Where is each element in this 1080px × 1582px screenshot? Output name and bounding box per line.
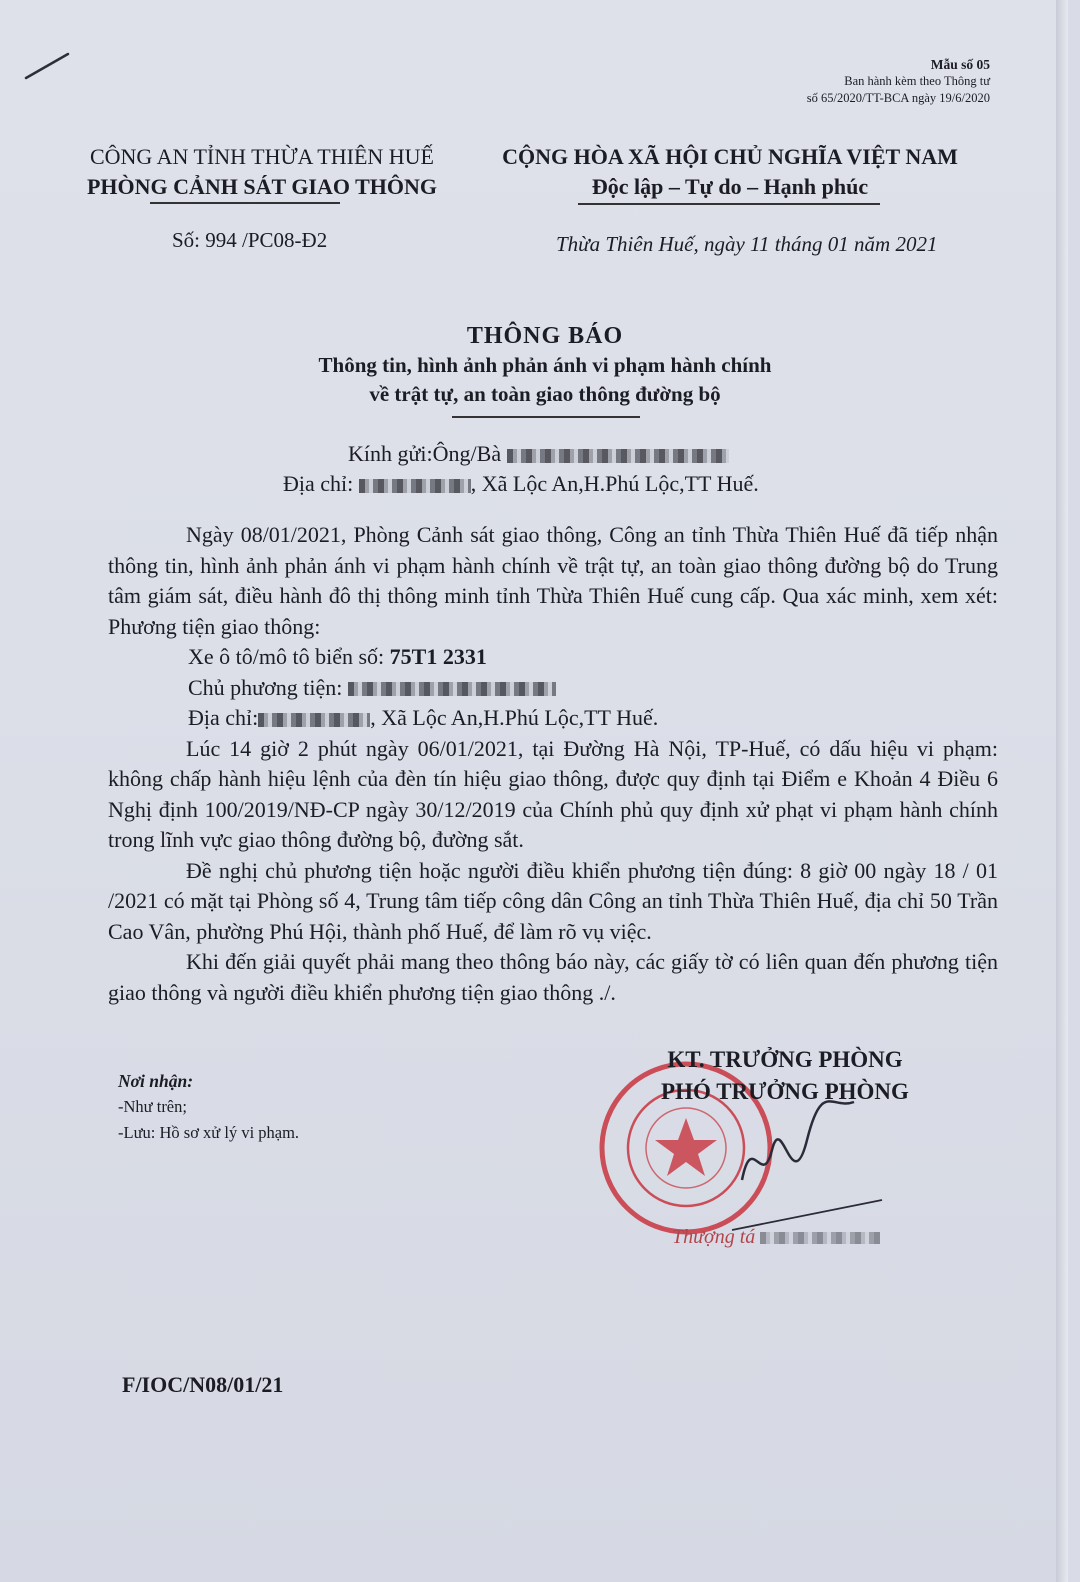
issuing-agency: [62, 142, 462, 202]
redacted-name: [507, 449, 729, 463]
motto-underline: [578, 203, 880, 205]
agency-parent: CÔNG AN TỈNH THỪA THIÊN HUẾ: [89, 144, 434, 169]
recipient-line: [348, 441, 729, 467]
title-underline: [452, 416, 640, 418]
page-edge: [1056, 0, 1068, 1582]
owner-line: Chủ phương tiện:: [108, 673, 998, 704]
paragraph-1: Ngày 08/01/2021, Phòng Cảnh sát giao thông, Công an tỉnh Thừa Thiên Huế đã tiếp nhận thông tin, hình ảnh phản ánh vi phạm hành chính về trật tự, an toàn giao thông đường bộ do Trung tâm giám sát, điều hành đô thị thông minh tỉnh Thừa Thiên Huế cung cấp. Qua xác minh, xem xét: Phương tiện giao thông:: [108, 522, 998, 639]
pen-mark: [22, 48, 72, 82]
document-number: Số: 994 /PC08-Đ2: [172, 228, 328, 252]
signature-block: [620, 1044, 950, 1108]
paragraph-request: Đề nghị chủ phương tiện hoặc người điều khiển phương tiện đúng: 8 giờ 00 ngày 18 / 01 /2021 có mặt tại Phòng số 4, Trung tâm tiếp công dân Công an tỉnh Thừa Thiên Huế, địa chỉ 50 Trần Cao Vân, phường Phú Hội, thành phố Huế, để làm rõ vụ việc.: [108, 857, 998, 944]
paragraph-closing: Khi đến giải quyết phải mang theo thông báo này, các giấy tờ có liên quan đến phương tiện giao thông và người điều khiển phương tiện giao thông ./.: [108, 949, 998, 1005]
recipients-list: [118, 1068, 299, 1146]
title-main: THÔNG BÁO: [466, 323, 624, 349]
signature-title-2: PHÓ TRƯỞNG PHÒNG: [661, 1079, 909, 1104]
form-number-block: [700, 56, 990, 107]
recipient-label: Kính gửi:Ông/Bà: [348, 441, 507, 466]
paragraph-violation: Lúc 14 giờ 2 phút ngày 06/01/2021, tại Đường Hà Nội, TP-Huế, có dấu hiệu vi phạm: không chấp hành hiệu lệnh của đèn tín hiệu giao thông, được quy định tại Điểm e Khoản 4 Điều 6 Nghị định 100/2019/NĐ-CP ngày 30/12/2019 của Chính phủ quy định xử phạt vi phạm hành chính trong lĩnh vực giao thông đường bộ, đường sắt.: [108, 735, 998, 852]
reference-code: F/IOC/N08/01/21: [122, 1372, 284, 1397]
redacted-signer: [760, 1232, 880, 1244]
owner-address-line: Địa chỉ: , Xã Lộc An,H.Phú Lộc,TT Huế.: [188, 705, 659, 730]
title-sub1: Thông tin, hình ảnh phản ánh vi phạm hành chính: [318, 353, 772, 377]
recipient-item-2: -Lưu: Hồ sơ xử lý vi phạm.: [118, 1123, 300, 1142]
vehicle-plate-line: Xe ô tô/mô tô biển số: 75T1 2331: [188, 644, 487, 669]
national-title: [480, 142, 980, 202]
form-issued-line1: Ban hành kèm theo Thông tư: [844, 74, 990, 88]
plate-number: 75T1 2331: [389, 644, 487, 669]
recipient-item-1: -Như trên;: [118, 1097, 187, 1116]
form-issued-line2: số 65/2020/TT-BCA ngày 19/6/2020: [806, 91, 990, 105]
nation-name: CỘNG HÒA XÃ HỘI CHỦ NGHĨA VIỆT NAM: [502, 144, 958, 169]
redacted-owner-address: [258, 713, 370, 727]
document-date: Thừa Thiên Huế, ngày 11 tháng 01 năm 2021: [556, 232, 938, 256]
nation-motto: Độc lập – Tự do – Hạnh phúc: [591, 174, 869, 199]
form-number: Mẫu số 05: [930, 57, 990, 72]
redacted-owner: [348, 682, 556, 696]
document-body: [108, 520, 998, 1008]
signature-title-1: KT. TRƯỞNG PHÒNG: [667, 1047, 903, 1072]
signer-name: Thượng tá: [672, 1226, 880, 1249]
document-title: [240, 322, 850, 409]
address-value: , Xã Lộc An,H.Phú Lộc,TT Huế.: [470, 471, 759, 496]
agency-name: PHÒNG CẢNH SÁT GIAO THÔNG: [86, 174, 437, 199]
title-sub2: về trật tự, an toàn giao thông đường bộ: [369, 382, 721, 406]
redacted-address: [359, 479, 471, 493]
agency-underline: [150, 202, 340, 204]
recipients-heading: Nơi nhận:: [118, 1071, 194, 1091]
recipient-address-line: [283, 471, 759, 497]
address-label: Địa chỉ:: [283, 471, 359, 496]
